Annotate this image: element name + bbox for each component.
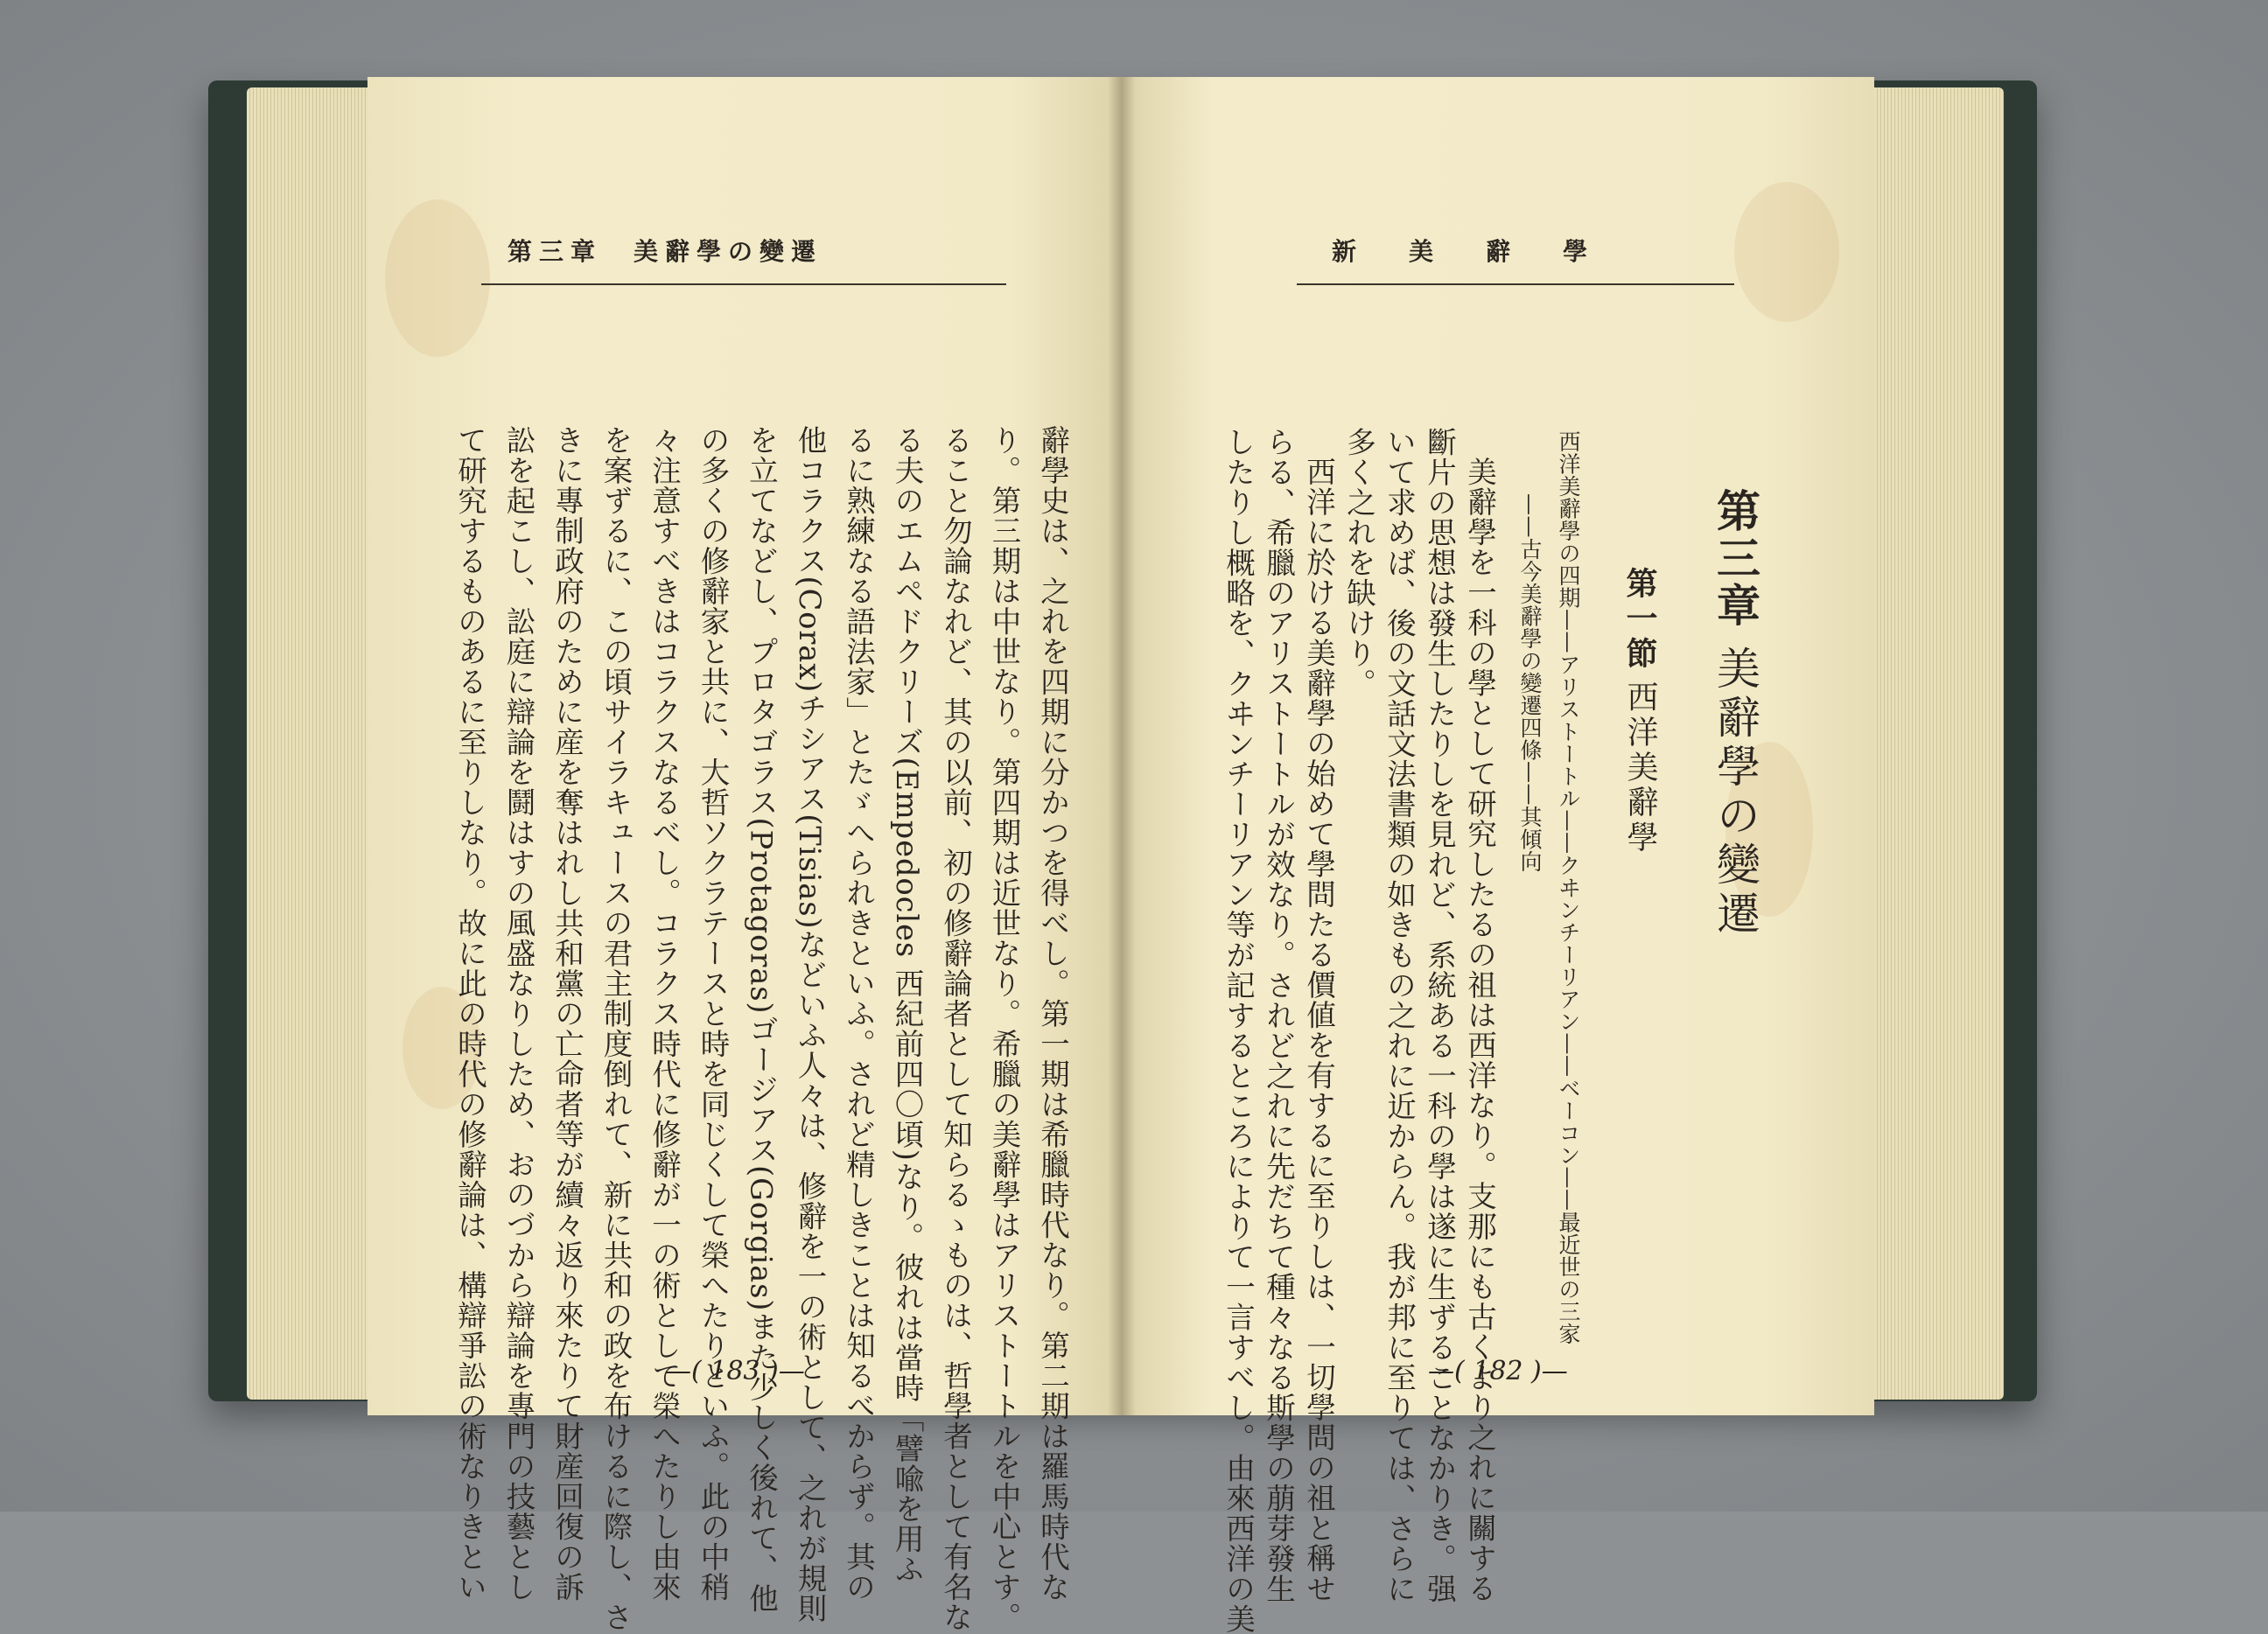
- left-text-column: る夫のエムペドクリーズ(Empedocles 西紀前四〇頃)なり。彼れは當時「譬喩を用ふ: [890, 425, 924, 1584]
- foxing-stain: [1734, 182, 1839, 322]
- left-page: [368, 77, 1122, 1632]
- page-edges-right: [1864, 87, 2004, 1400]
- left-head-rule: [481, 283, 1006, 285]
- right-text-column: したりし概略を、クヰンチーリアン等が記するところによりて一言すべし。由來西洋の美: [1221, 427, 1256, 1634]
- summary-line-2: ——古今美辭學の變遷四條——其傾向: [1517, 493, 1543, 873]
- section-number: 第一節: [1621, 567, 1658, 672]
- left-text-column: て研究するものあるに至りしなり。故に此の時代の修辭論は、構辯爭訟の術なりきとい: [452, 425, 487, 1603]
- right-running-head: 新 美 辭 學: [1332, 237, 1602, 266]
- right-page-number: —( 182 )—: [1428, 1356, 1568, 1386]
- left-text-column: を案ずるに、この頃サイラキュースの君主制度倒れて、新に共和の政を布けるに際し、さ: [598, 425, 633, 1632]
- chapter-number: 第三章: [1710, 488, 1761, 630]
- left-text-column: り。第三期は中世なり。第四期は近世なり。希臘の美辭學はアリストートルを中心とす。: [987, 425, 1021, 1632]
- left-text-column: るに熟練なる語法家」とたゞへられきといふ。されど精しきことは知るべからず。其の: [841, 425, 876, 1603]
- left-page-number: —( 183 )—: [665, 1356, 805, 1386]
- section-title: 西洋美辭學: [1622, 681, 1658, 855]
- gutter-shadow: [1108, 77, 1136, 1415]
- summary-line-1: 西洋美辭學の四期——アリストートル——クヰンチーリアン——ベーコン——最近世の三家: [1556, 430, 1581, 1345]
- right-text-column: らる、希臘のアリストートルが效なり。されど之れに先だちて種々なる斯學の萠芽發生: [1261, 427, 1296, 1604]
- chapter-title: 美辭學の變遷: [1710, 646, 1760, 939]
- right-page: [1122, 77, 1874, 1634]
- left-text-column: 訟を起こし、訟庭に辯論を鬪はすの風盛なりしため、おのづから辯論を專門の技藝とし: [501, 425, 536, 1603]
- left-text-column: ること勿論なれど、其の以前、初の修辭論者として知らるゝものは、哲學者として有名な: [938, 425, 973, 1632]
- left-text-column: の多くの修辭家と共に、大哲ソクラテースと時を同じくして榮へたりといふ。此の中稍: [696, 425, 730, 1603]
- right-text-column: 多く之れを缺けり。: [1341, 427, 1376, 699]
- left-running-head: 第三章 美辭學の變遷: [508, 237, 823, 266]
- left-text-column: 々注意すべきはコラクスなるべし。コラクス時代に修辭が一の術として榮へたりし由來: [647, 425, 682, 1603]
- left-text-column: を立てなどし、プロタゴラス(Protagoras)ゴージアス(Gorgias)また少しく後れて、他: [744, 425, 779, 1614]
- left-text-column: 他コラクス(Corax)チシアス(Tisias)などいふ人々は、修辭を一の術として、之れが規則: [793, 425, 827, 1624]
- left-text-column: 辭學史は、之れを四期に分かつを得べし。第一期は希臘時代なり。第二期は羅馬時代な: [1035, 425, 1070, 1603]
- right-text-column: 西洋に於ける美辭學の始めて學問たる價値を有するに至りしは、一切學問の祖と稱せ: [1301, 457, 1336, 1603]
- left-text-column: きに專制政府のために産を奪はれし共和黨の亡命者等が續々返り來たりて財産回復の訴: [550, 425, 584, 1603]
- right-text-column: 斷片の思想は發生したりしを見れど、系統ある一科の學は遂に生ずることなかりき。强: [1422, 427, 1457, 1604]
- foxing-stain: [385, 199, 490, 357]
- right-head-rule: [1297, 283, 1734, 285]
- page-edges-left: [247, 87, 378, 1400]
- right-text-column: 美辭學を一科の學として研究したるの祖は西洋なり。支那にも古くより之れに關する: [1462, 457, 1497, 1603]
- right-text-column: いて求めば、後の文話文法書類の如きもの之れに近からん。我が邦に至りては、さらに: [1382, 427, 1417, 1604]
